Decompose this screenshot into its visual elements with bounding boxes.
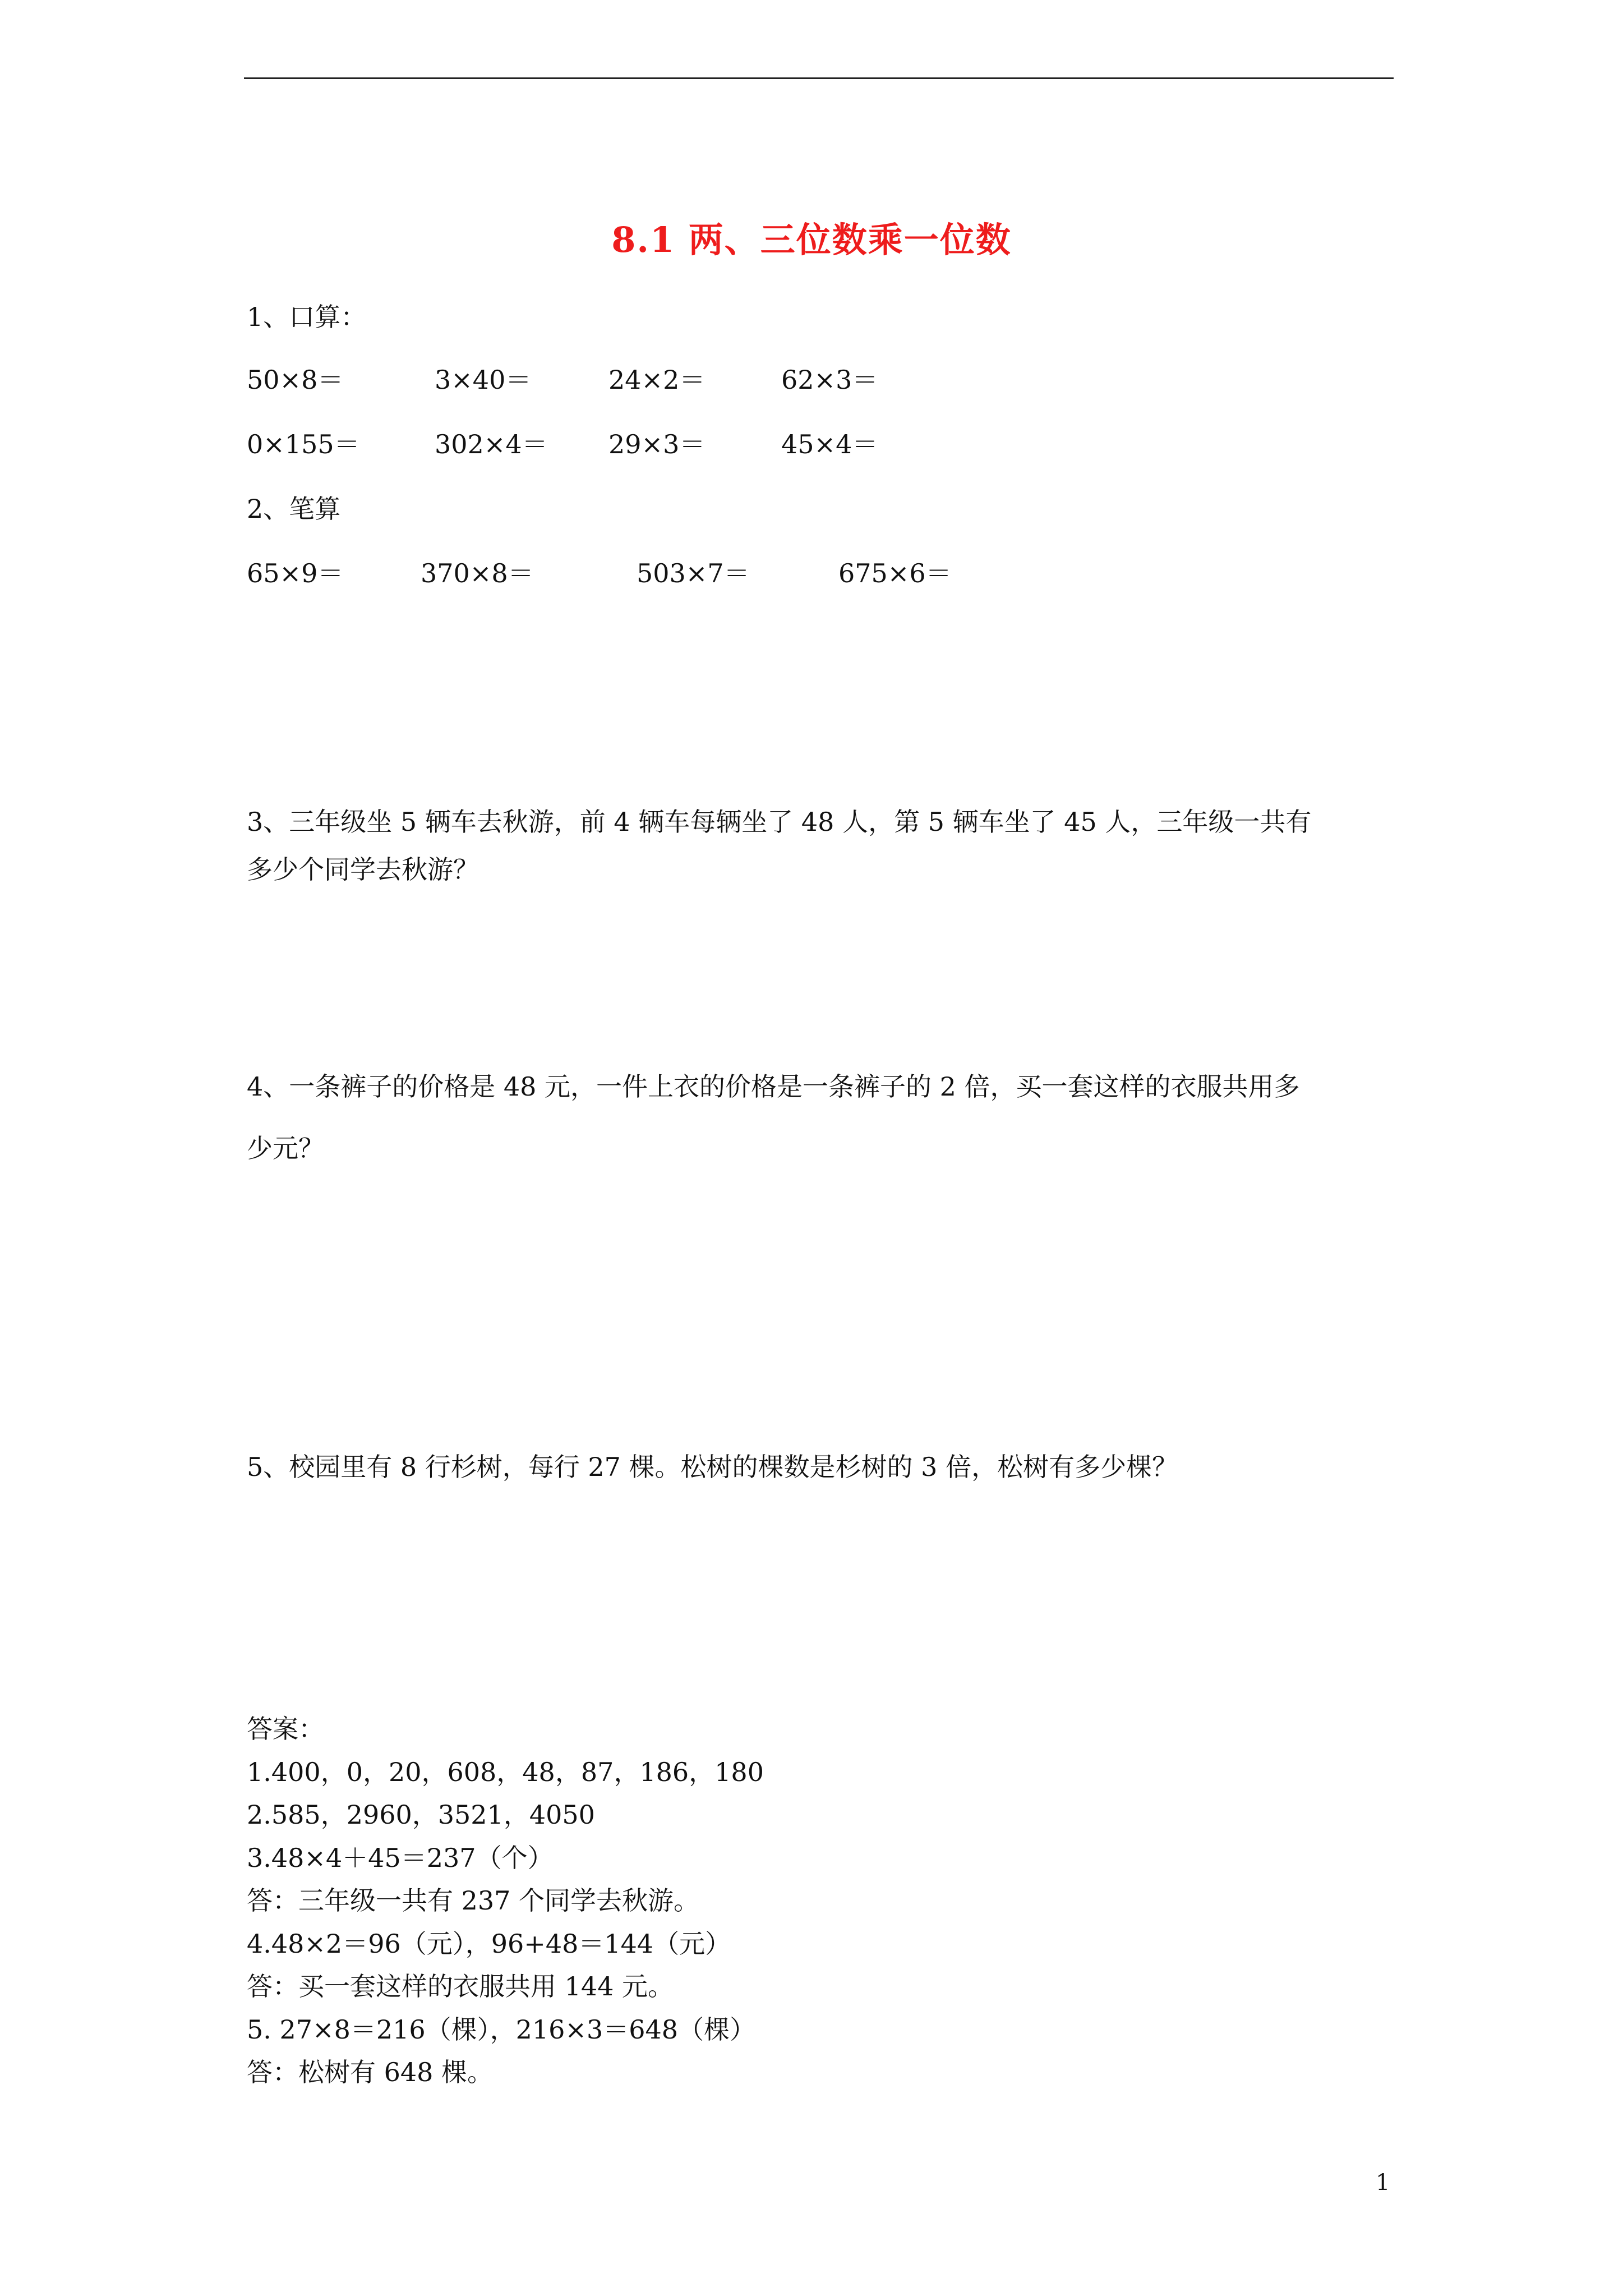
q1-item: 3×40＝ xyxy=(435,365,532,395)
answer-line: 1.400，0，20，608，48，87，186，180 xyxy=(247,1757,764,1787)
q1-row-1 xyxy=(0,365,1623,398)
q2-row xyxy=(0,558,1623,592)
page-number: 1 xyxy=(1376,2170,1390,2196)
answer-line: 2.585，2960，3521，4050 xyxy=(247,1800,595,1830)
answer-line: 5. 27×8＝216（棵），216×3＝648（棵） xyxy=(247,2014,756,2045)
q4-line-2: 少元？ xyxy=(247,1133,324,1163)
q1-item: 62×3＝ xyxy=(781,365,878,395)
q1-item: 24×2＝ xyxy=(608,365,706,395)
q1-item: 29×3＝ xyxy=(608,429,706,459)
answer-line: 3.48×4＋45＝237（个） xyxy=(247,1843,554,1873)
answers-heading: 答案： xyxy=(247,1714,324,1744)
q2-item: 503×7＝ xyxy=(637,558,750,588)
q2-item: 370×8＝ xyxy=(421,558,534,588)
answer-line: 答：买一套这样的衣服共用 144 元。 xyxy=(247,1971,674,2001)
q1-item: 302×4＝ xyxy=(435,429,548,459)
q1-item: 0×155＝ xyxy=(247,429,360,459)
q2-item: 675×6＝ xyxy=(838,558,952,588)
q3-line-2: 多少个同学去秋游？ xyxy=(247,854,479,885)
q2-heading: 2、笔算 xyxy=(247,494,341,524)
q1-item: 50×8＝ xyxy=(247,365,344,395)
q4-line-1: 4、一条裤子的价格是 48 元，一件上衣的价格是一条裤子的 2 倍，买一套这样的衣服共用多 xyxy=(247,1071,1300,1102)
q1-heading: 1、口算： xyxy=(247,302,367,332)
q2-item: 65×9＝ xyxy=(247,558,344,588)
page-title: 8.1 两、三位数乘一位数 xyxy=(611,219,1012,260)
q5-line-1: 5、校园里有 8 行杉树，每行 27 棵。松树的棵数是杉树的 3 倍，松树有多少棵？ xyxy=(247,1452,1178,1482)
q1-row-2 xyxy=(0,429,1623,463)
q3-line-1: 3、三年级坐 5 辆车去秋游，前 4 辆车每辆坐了 48 人，第 5 辆车坐了 45 人，三年级一共有 xyxy=(247,807,1312,837)
answer-line: 答：松树有 648 棵。 xyxy=(247,2057,494,2087)
answer-line: 答：三年级一共有 237 个同学去秋游。 xyxy=(247,1885,700,1916)
q1-item: 45×4＝ xyxy=(781,429,878,459)
answer-line: 4.48×2＝96（元），96+48＝144（元） xyxy=(247,1929,731,1959)
header-rule xyxy=(244,77,1394,79)
